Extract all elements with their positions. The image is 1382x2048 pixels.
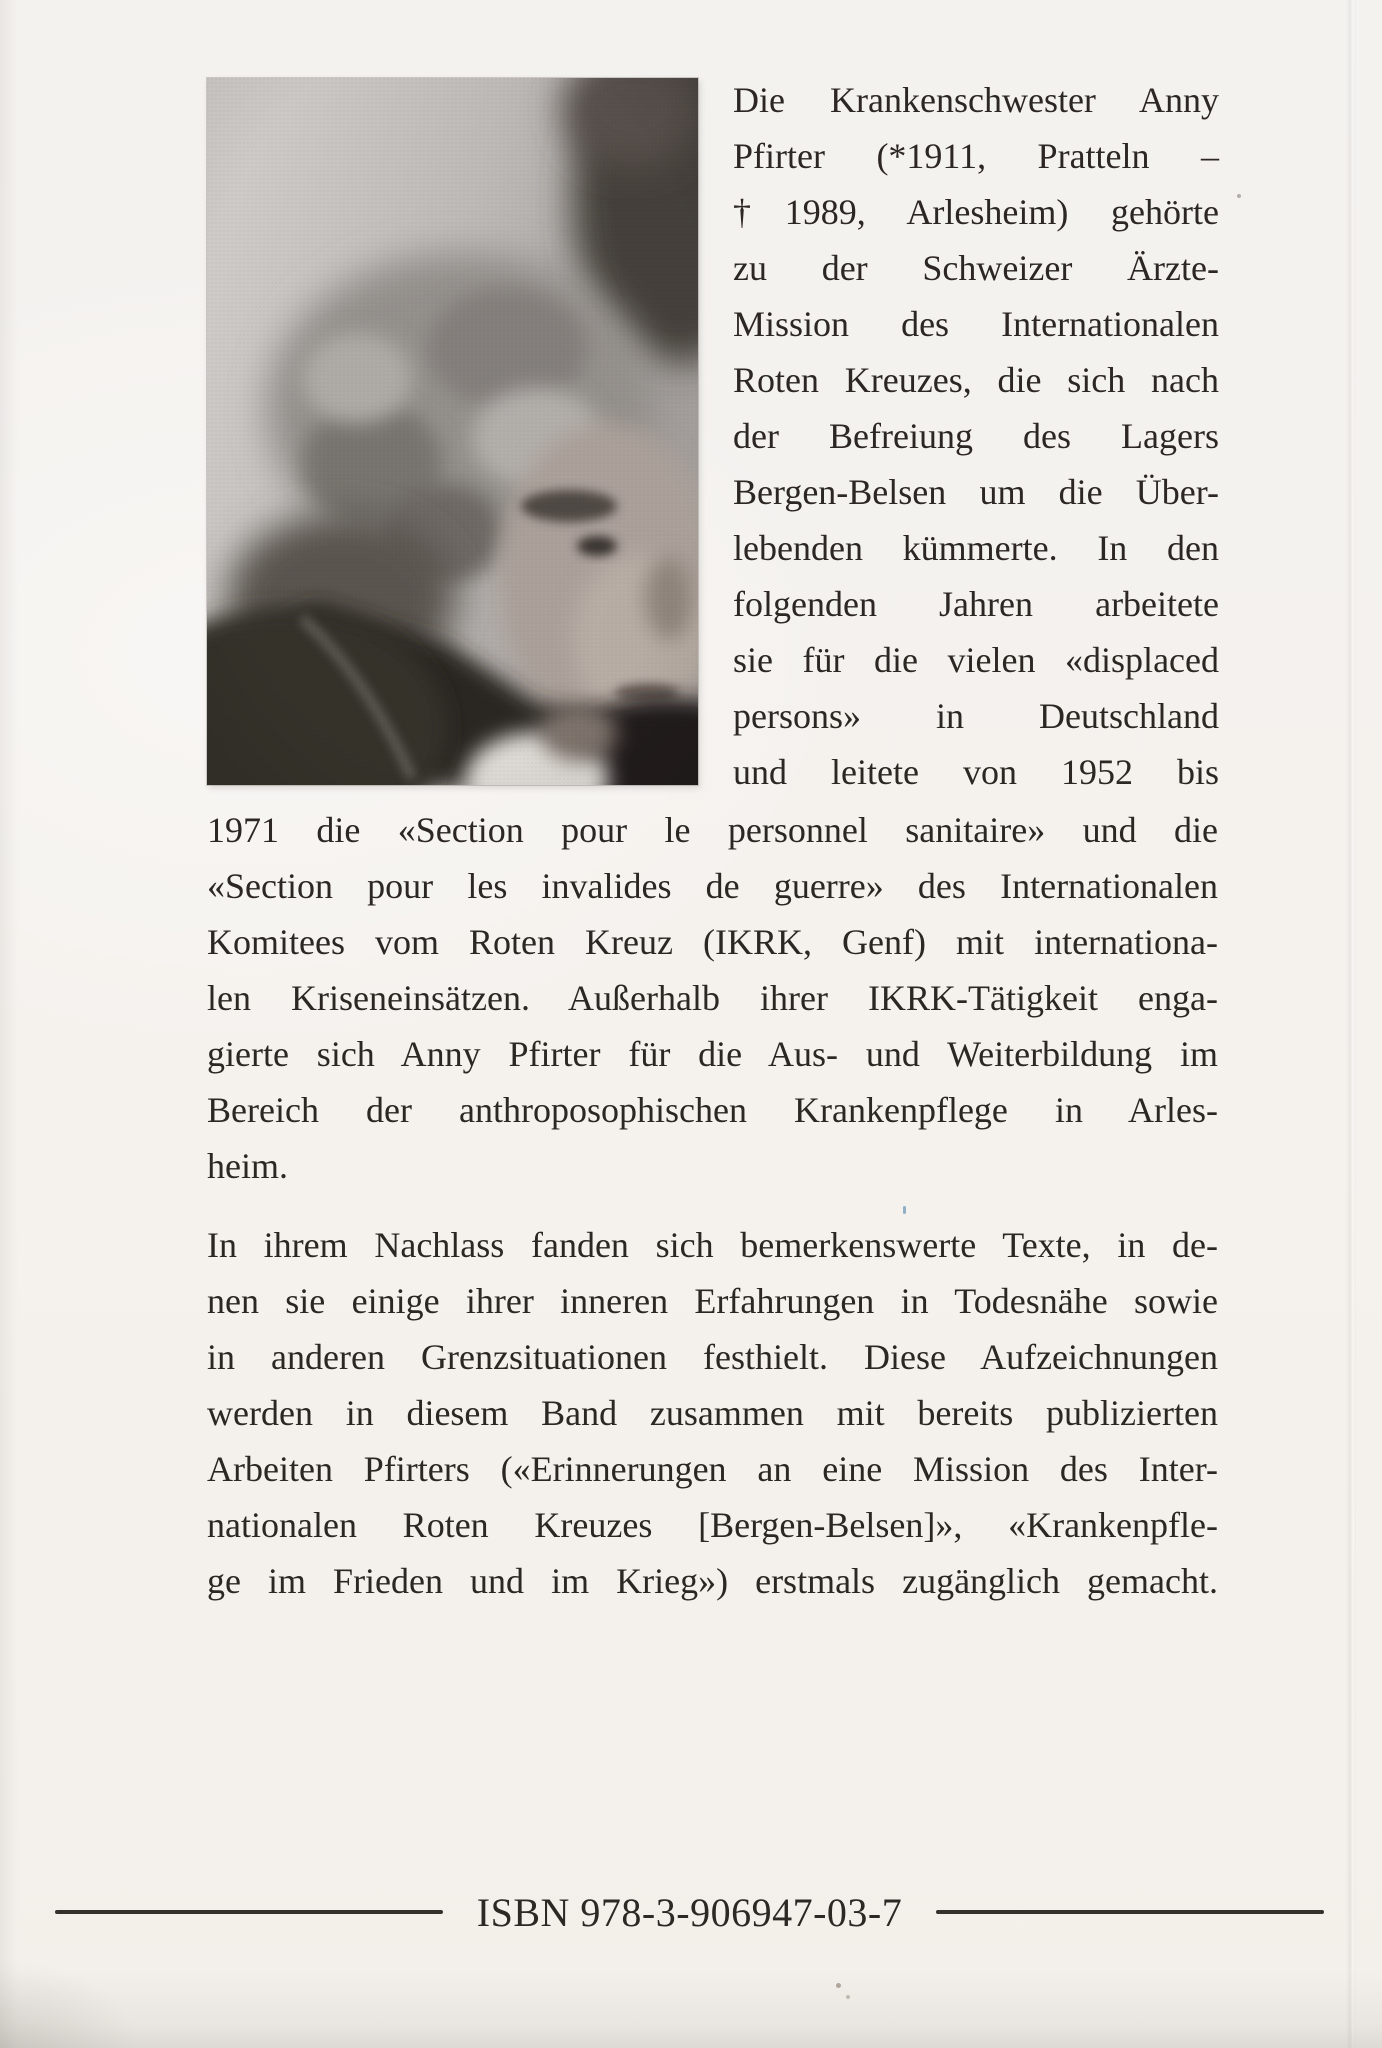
body-line: ge im Frieden und im Krieg») erstmals zugänglich gemacht. <box>207 1561 1218 1601</box>
bio-line: †1989, Arlesheim) gehörte <box>733 192 1219 232</box>
bio-line: zu der Schweizer Ärzte- <box>733 248 1219 288</box>
bio-column <box>733 72 1219 800</box>
isbn-rule-left <box>55 1910 443 1914</box>
body-line: nationalen Roten Kreuzes [Bergen-Belsen]», «Krankenpfle- <box>207 1505 1218 1545</box>
body-line: «Section pour les invalides de guerre» des Internationalen <box>207 866 1218 906</box>
portrait-photo <box>207 78 698 785</box>
bottom-left-smudge <box>0 1958 140 2048</box>
body-line: gierte sich Anny Pfirter für die Aus- und Weiterbildung im <box>207 1034 1218 1074</box>
bio-line: lebenden kümmerte. In den <box>733 528 1219 568</box>
isbn-label: ISBN 978-3-906947-03-7 <box>476 1889 903 1935</box>
bio-line: Bergen-Belsen um die Über- <box>733 472 1219 512</box>
right-page-crease <box>1346 0 1356 2048</box>
isbn-row <box>55 1886 1324 1938</box>
bio-line: Mission des Internationalen <box>733 304 1219 344</box>
body-line: Komitees vom Roten Kreuz (IKRK, Genf) mit internationa- <box>207 922 1218 962</box>
bio-line: sie für die vielen «displaced <box>733 640 1219 680</box>
body-line: Arbeiten Pfirters («Erinnerungen an eine Mission des Inter- <box>207 1449 1218 1489</box>
body-line: len Kriseneinsätzen. Außerhalb ihrer IKRK-Tätigkeit enga- <box>207 978 1218 1018</box>
bio-line: Pfirter (*1911, Pratteln – <box>733 136 1219 176</box>
body-line: 1971 die «Section pour le personnel sanitaire» und die <box>207 810 1218 850</box>
portrait-photo-art <box>207 78 698 785</box>
bio-line: und leitete von 1952 bis <box>733 752 1219 792</box>
body-line: In ihrem Nachlass fanden sich bemerkenswerte Texte, in de- <box>207 1225 1218 1265</box>
isbn-rule-right <box>936 1910 1324 1914</box>
left-edge-shading <box>0 0 18 2048</box>
paper-speck <box>846 1995 850 1999</box>
paragraph-2 <box>207 1217 1218 1609</box>
body-line: nen sie einige ihrer inneren Erfahrungen in Todesnähe sowie <box>207 1281 1218 1321</box>
bio-line: der Befreiung des Lagers <box>733 416 1219 456</box>
body-line: in anderen Grenzsituationen festhielt. Diese Aufzeichnungen <box>207 1337 1218 1377</box>
paper-speck <box>903 1206 906 1214</box>
bio-line: persons» in Deutschland <box>733 696 1219 736</box>
paragraph-1-last-line: heim. <box>207 1146 288 1186</box>
body-line: Bereich der anthroposophischen Krankenpflege in Arles- <box>207 1090 1218 1130</box>
paragraph-1 <box>207 802 1218 1194</box>
bio-line: Roten Kreuzes, die sich nach <box>733 360 1219 400</box>
paper-speck <box>1237 194 1241 198</box>
bio-line: folgenden Jahren arbeitete <box>733 584 1219 624</box>
body-line: werden in diesem Band zusammen mit bereits publizierten <box>207 1393 1218 1433</box>
bottom-edge-shadow <box>0 1970 1382 2048</box>
bio-line: Die Krankenschwester Anny <box>733 80 1219 120</box>
paper-speck <box>836 1983 841 1988</box>
paragraph-1-lines <box>207 802 1218 1138</box>
